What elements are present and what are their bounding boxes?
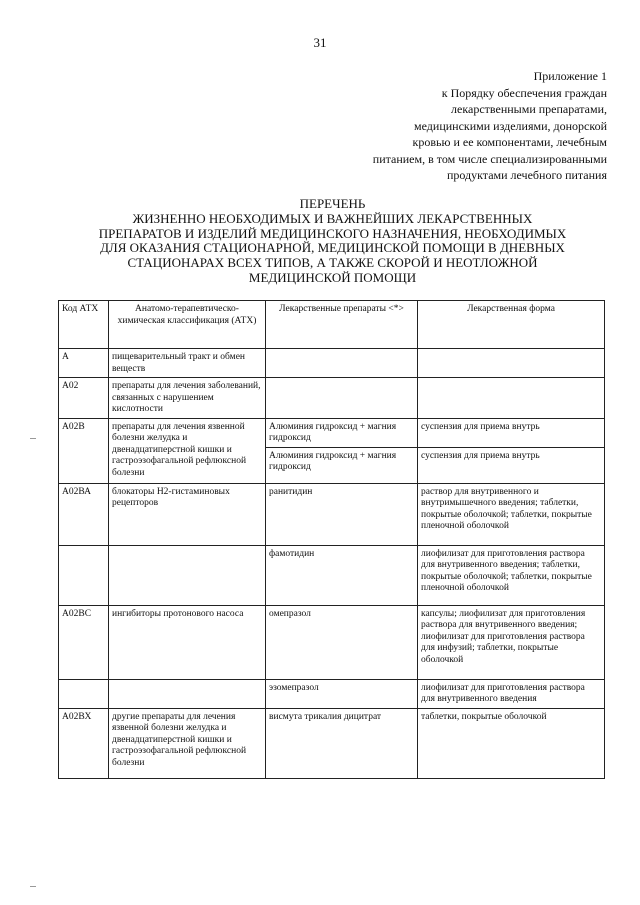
title-line: СТАЦИОНАРАХ ВСЕХ ТИПОВ, А ТАКЖЕ СКОРОЙ И НЕОТЛОЖНОЙ [127, 255, 538, 271]
cell-classification: другие препараты для лечения язвенной болезни желудка и двенадцатиперстной кишки и гастроэзофагальной рефлюксной болезни [109, 708, 266, 778]
cell-classification: пищеварительный тракт и обмен веществ [109, 349, 266, 378]
cell-form: таблетки, покрытые оболочкой [418, 708, 605, 778]
cell-drug: омепразол [266, 605, 418, 679]
cell-code: А02ВС [59, 605, 109, 679]
drug-list-table [58, 300, 605, 779]
cell-drug [266, 378, 418, 419]
cell-drug [266, 349, 418, 378]
table-row [59, 605, 605, 679]
header-form: Лекарственная форма [418, 301, 605, 349]
cell-code: А02В [59, 418, 109, 483]
cell-code [59, 679, 109, 708]
cell-form: капсулы; лиофилизат для приготовления раствора для внутривенного введения; лиофилизат для приготовления раствора для инфузий; таблетки, покрытые оболочкой [418, 605, 605, 679]
cell-drug: ранитидин [266, 483, 418, 545]
cell-code [59, 545, 109, 605]
title-line: МЕДИЦИНСКОЙ ПОМОЩИ [248, 269, 417, 285]
cell-drug: Алюминия гидроксид + магния гидроксид [266, 418, 418, 447]
cell-code: А [59, 349, 109, 378]
table-row [59, 349, 605, 378]
table-row [59, 708, 605, 778]
header-drugs: Лекарственные препараты <*> [266, 301, 418, 349]
table-row [59, 418, 605, 447]
cell-classification: блокаторы Н2-гистаминовых рецепторов [109, 483, 266, 545]
header-classification: Анатомо-терапевтическо-химическая классификация (АТХ) [109, 301, 266, 349]
scan-mark [30, 438, 36, 439]
cell-form: раствор для внутривенного и внутримышечного введения; таблетки, покрытые оболочкой; таблетки, покрытые пленочной оболочкой [418, 483, 605, 545]
scan-mark [30, 886, 36, 887]
table-row [59, 679, 605, 708]
appendix-line: продуктами лечебного питания [446, 168, 607, 182]
cell-classification: ингибиторы протонового насоса [109, 605, 266, 679]
cell-form: лиофилизат для приготовления раствора для внутривенного введения [418, 679, 605, 708]
cell-drug: Алюминия гидроксид + магния гидроксид [266, 447, 418, 483]
page-number: 31 [313, 35, 327, 50]
cell-form: суспензия для приема внутрь [418, 418, 605, 447]
cell-drug: фамотидин [266, 545, 418, 605]
title-line: ДЛЯ ОКАЗАНИЯ СТАЦИОНАРНОЙ, МЕДИЦИНСКОЙ ПОМОЩИ В ДНЕВНЫХ [100, 240, 565, 256]
cell-classification: препараты для лечения заболеваний, связанных с нарушением кислотности [109, 378, 266, 419]
table-header-row [59, 301, 605, 349]
cell-form [418, 378, 605, 419]
title-line: ПРЕПАРАТОВ И ИЗДЕЛИЙ МЕДИЦИНСКОГО НАЗНАЧЕНИЯ, НЕОБХОДИМЫХ [98, 225, 567, 241]
cell-code: А02ВХ [59, 708, 109, 778]
appendix-line: медицинскими изделиями, донорской [414, 118, 607, 133]
cell-form: лиофилизат для приготовления раствора для внутривенного введения; таблетки, покрытые оболочкой; таблетки, покрытые пленочной оболочкой [418, 545, 605, 605]
table-row [59, 483, 605, 545]
document-title [50, 197, 615, 286]
appendix-line: питанием, в том числе специализированными [372, 151, 607, 166]
table-row [59, 378, 605, 419]
cell-classification [109, 679, 266, 708]
cell-form [418, 349, 605, 378]
title-line: ЖИЗНЕННО НЕОБХОДИМЫХ И ВАЖНЕЙШИХ ЛЕКАРСТВЕННЫХ [132, 210, 533, 226]
cell-code: А02 [59, 378, 109, 419]
cell-classification [109, 545, 266, 605]
appendix-line: к Порядку обеспечения граждан [441, 85, 607, 100]
cell-code: А02ВА [59, 483, 109, 545]
appendix-line: Приложение 1 [533, 69, 607, 83]
appendix-line: кровью и ее компонентами, лечебным [412, 135, 607, 149]
cell-drug: эзомепразол [266, 679, 418, 708]
title-line: ПЕРЕЧЕНЬ [299, 196, 366, 211]
header-code: Код АТХ [59, 301, 109, 349]
cell-drug: висмута трикалия дицитрат [266, 708, 418, 778]
appendix-note [307, 68, 607, 184]
appendix-line: лекарственными препаратами, [451, 102, 607, 116]
cell-form: суспензия для приема внутрь [418, 447, 605, 483]
table-row [59, 545, 605, 605]
cell-classification: препараты для лечения язвенной болезни желудка и двенадцатиперстной кишки и гастроэзофагальной рефлюксной болезни [109, 418, 266, 483]
